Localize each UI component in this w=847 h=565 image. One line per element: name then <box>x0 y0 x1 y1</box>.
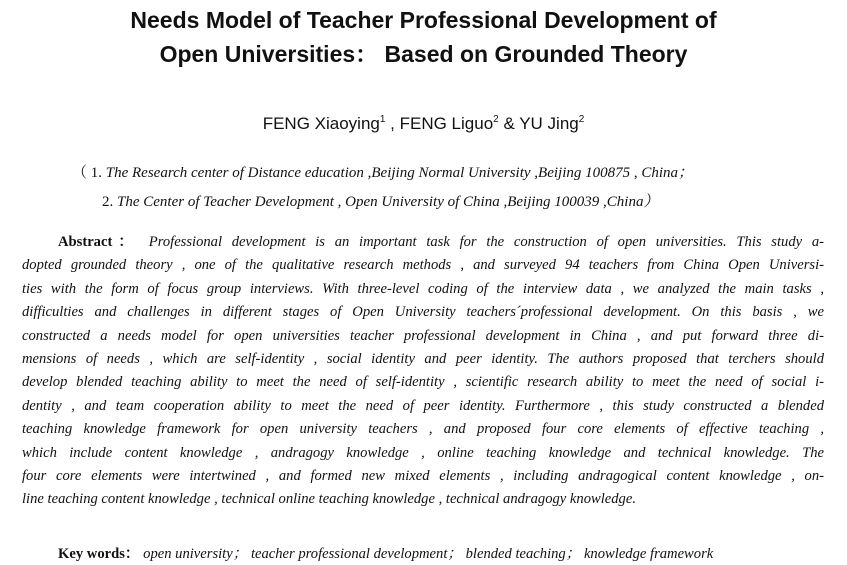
affiliation-1 <box>72 163 693 183</box>
abstract-line: constructed a needs model for open universities teacher professional development in China , and put forward three di- <box>22 327 824 344</box>
title-line-1: Needs Model of Teacher Professional Development of <box>130 7 717 33</box>
affiliation-number: （ 1. <box>72 165 103 181</box>
abstract-line: four core elements were intertwined , and formed new mixed elements , including andragogical content knowledge , on- <box>22 467 824 484</box>
author-separator: , <box>385 114 400 133</box>
author-name: FENG Liguo <box>399 114 494 133</box>
affiliation-text: The Research center of Distance education ,Beijing Normal University ,Beijing 100875 , China； <box>105 165 694 181</box>
author-list <box>0 112 847 136</box>
abstract-line: dopted grounded theory , one of the qualitative research methods , and surveyed 94 teachers from China Open Universi- <box>22 257 824 274</box>
affiliation-text: The Center of Teacher Development , Open University of China ,Beijing 100039 ,China） <box>117 194 659 210</box>
abstract-line: dentity , and team cooperation ability to meet the need of peer identity. Furthermore , this study constructed a blended <box>22 397 824 414</box>
abstract-line: teaching knowledge framework for open university teachers , and proposed four core elements of effective teaching , <box>22 421 824 438</box>
author-separator: & <box>498 114 520 133</box>
keywords <box>58 543 713 565</box>
author-name: FENG Xiaoying <box>262 114 380 133</box>
abstract-line: mensions of needs , which are self-identity , social identity and peer identity. The authors proposed that terchers should <box>22 350 824 367</box>
title-line-2: Open Universities： Based on Grounded Theory <box>159 41 688 67</box>
keywords-text: open university； teacher professional development； blended teaching； knowledge framework <box>143 546 714 562</box>
abstract-label: Abstract： <box>58 234 140 250</box>
abstract-line: develop blended teaching ability to meet the need of self-identity , scientific research ability to meet the need of social i- <box>22 374 824 391</box>
affiliation-number: 2. <box>102 194 114 210</box>
author-name: YU Jing <box>519 114 579 133</box>
author-affiliation-mark: 2 <box>493 114 499 125</box>
abstract <box>22 231 824 512</box>
abstract-line: which include content knowledge , andragogy knowledge , online teaching knowledge and technical knowledge. The <box>22 444 824 461</box>
keywords-label: Key words： <box>58 546 140 562</box>
affiliation-2 <box>102 192 658 212</box>
abstract-line: line teaching content knowledge , technical online teaching knowledge , technical andragogy knowledge. <box>22 491 636 508</box>
abstract-line: ties with the form of focus group interviews. With three-level coding of the interview data , we analyzed the main tasks , <box>22 280 824 297</box>
author-affiliation-mark: 1 <box>379 114 386 125</box>
abstract-line: difficulties and challenges in different stages of Open University teachers´professional development. On this basis , we <box>22 304 824 321</box>
author-affiliation-mark: 2 <box>578 114 585 125</box>
abstract-line: Abstract： Professional development is an important task for the construction of open universities. This study a- <box>58 234 824 250</box>
